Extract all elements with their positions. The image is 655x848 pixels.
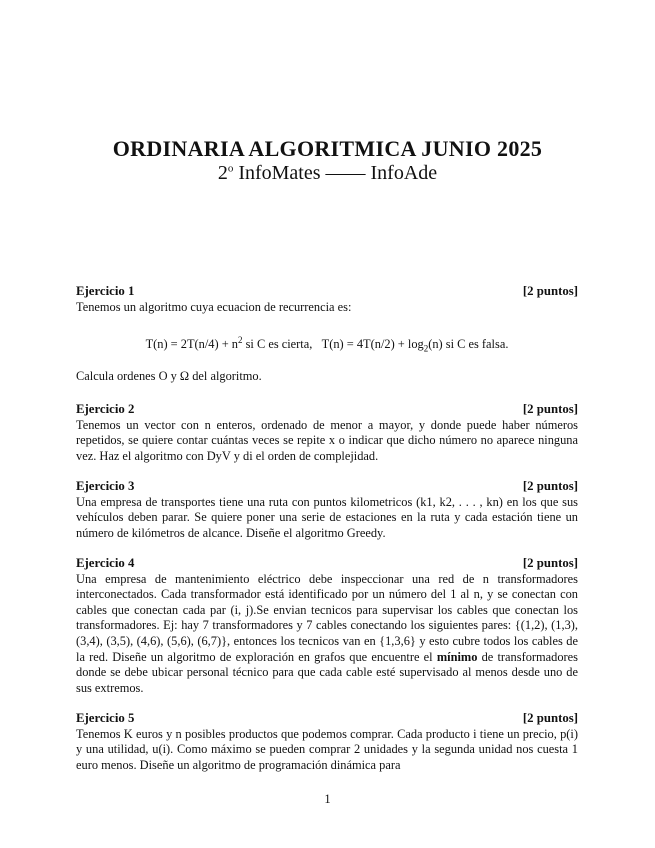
exercise-1 [76, 284, 578, 385]
exam-title: ORDINARIA ALGORITMICA JUNIO 2025 [112, 136, 543, 161]
exercise-4-body [76, 572, 578, 697]
exercise-4-title: Ejercicio 4 [76, 556, 135, 570]
exercise-5 [76, 711, 578, 773]
exercise-3-title: Ejercicio 3 [76, 479, 135, 493]
exercise-1-title: Ejercicio 1 [76, 284, 135, 298]
exercise-5-body: Tenemos K euros y n posibles productos que podemos comprar. Cada producto i tiene un precio, p(i) y una utilidad, u(i). Como máximo se pueden comprar 2 unidades y la segunda unidad nos cuesta 1 euro menos. Diseñe un algoritmo de programación dinámica para [76, 726, 578, 772]
subtitle-ordinal: o [227, 162, 234, 175]
exercise-1-header [76, 284, 578, 300]
exercise-3-points: [2 puntos] [522, 479, 578, 493]
exercise-5-title: Ejercicio 5 [76, 711, 135, 725]
exercise-5-points: [2 puntos] [522, 711, 578, 725]
exercise-4 [76, 556, 578, 696]
exercise-4-text-start: Una empresa de mantenimiento eléctrico debe inspeccionar una red de n transformadores interconectados. Cada transformador está identificado por un número del 1 al n, y se conectan con cables que conectan cada par (i, j).Se envian tecnicos para supervisar los cables que conectan los transformadores. Ej: hay 7 transformadores y 7 cables conectando los siguientes pares: {(1,2), (1,3), (3,4), (3,5), (4,6), (5,6), (6,7)}, entonces los tecnicos van en {1,3,6} y esto cubre todos los cables de la red. Diseñe un algoritmo de exploración en grafos que encuentre el [76, 571, 578, 664]
exercise-3 [76, 479, 578, 541]
subtitle-course-number: 2 [217, 162, 228, 184]
exercise-5-header [76, 711, 578, 727]
exercise-4-emphasis: mínimo [436, 649, 478, 664]
formula-log-base: 2 [423, 343, 429, 354]
exercise-2 [76, 402, 578, 464]
formula-case-2: T(n) = 4T(n/2) + log [321, 337, 424, 352]
exercise-2-title: Ejercicio 2 [76, 402, 135, 416]
exercise-4-text-end: de transformadores donde se debe ubicar personal técnico para que cada cable esté supervisado al menos desde uno de sus extremos. [76, 649, 578, 695]
exercise-3-header [76, 479, 578, 495]
exercise-2-points: [2 puntos] [522, 402, 578, 416]
recurrence-formula [76, 333, 578, 357]
exercise-2-header [76, 402, 578, 418]
formula-case-1: T(n) = 2T(n/4) + n [145, 337, 238, 352]
subtitle-groups: InfoMates —— InfoAde [233, 162, 438, 184]
exercise-1-intro: Tenemos un algoritmo cuya ecuacion de recurrencia es: [76, 299, 352, 314]
formula-condition-1: si C es cierta, [242, 337, 313, 352]
formula-condition-2: (n) si C es falsa. [428, 337, 509, 352]
exercise-1-closing: Calcula ordenes O y Ω del algoritmo. [76, 369, 262, 384]
exercise-3-body: Una empresa de transportes tiene una ruta con puntos kilometricos (k1, k2, . . . , kn) en los que sus vehículos deben parar. Se quiere poner una serie de estaciones en la ruta y cada estación tiene un número de kilómetros de alcance. Diseñe el algoritmo Greedy. [76, 494, 578, 540]
exercise-4-points: [2 puntos] [522, 556, 578, 570]
exercise-2-body: Tenemos un vector con n enteros, ordenado de menor a mayor, y donde puede haber números repetidos, se quiere contar cuántas veces se repite x o indicar que dicho número no aparece ninguna vez. Haz el algoritmo con DyV y di el orden de complejidad. [76, 417, 578, 463]
formula-exponent: 2 [238, 335, 243, 346]
page-number: 1 [324, 792, 331, 806]
exercise-1-points: [2 puntos] [522, 284, 578, 298]
exercise-4-header [76, 556, 578, 572]
exam-subtitle [0, 162, 655, 185]
